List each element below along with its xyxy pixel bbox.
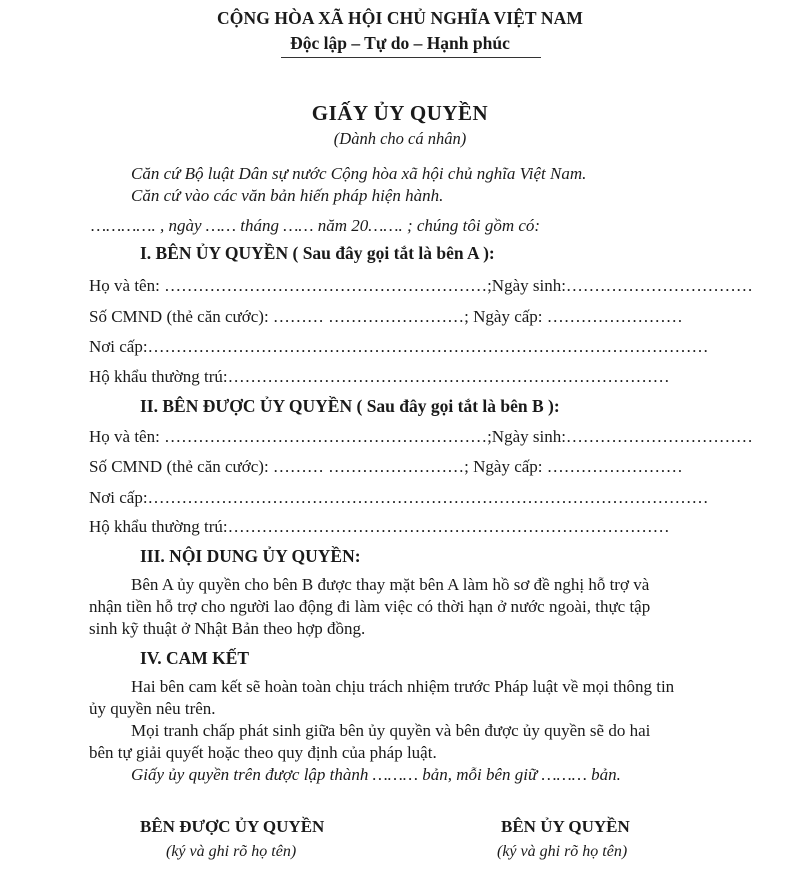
party-a-place-field: Nơi cấp:……………………………………………………………………………………… bbox=[89, 337, 709, 356]
date-line: …………. , ngày …… tháng …… năm 20……. ; chúng tôi gồm có: bbox=[91, 216, 541, 235]
commitment-heading: IV. CAM KẾT bbox=[140, 648, 250, 668]
signature-left-note: (ký và ghi rõ họ tên) bbox=[166, 843, 297, 860]
document-subtitle: (Dành cho cá nhân) bbox=[333, 129, 467, 148]
preamble-line-2: Căn cứ vào các văn bản hiến pháp hiện hành. bbox=[131, 186, 444, 205]
commitment-line-2: ủy quyền nêu trên. bbox=[89, 699, 216, 718]
commitment-line-4: bên tự giải quyết hoặc theo quy định của pháp luật. bbox=[89, 743, 437, 762]
party-b-name-field: Họ và tên: …………………………………………………;Ngày sinh:…………………………… bbox=[89, 427, 753, 446]
content-heading: III. NỘI DUNG ỦY QUYỀN: bbox=[140, 546, 361, 566]
content-line-2: nhận tiền hỗ trợ cho người lao động đi làm việc có thời hạn ở nước ngoài, thực tập bbox=[89, 597, 651, 616]
commitment-line-5: Giấy ủy quyền trên được lập thành ……… bản, mỗi bên giữ ……… bản. bbox=[131, 765, 621, 784]
signature-right-note: (ký và ghi rõ họ tên) bbox=[497, 843, 628, 860]
commitment-line-3: Mọi tranh chấp phát sinh giữa bên ủy quyền và bên được ủy quyền sẽ do hai bbox=[131, 721, 651, 740]
signature-left-title: BÊN ĐƯỢC ỦY QUYỀN bbox=[140, 817, 325, 836]
document-title: GIẤY ỦY QUYỀN bbox=[311, 101, 489, 125]
commitment-line-1: Hai bên cam kết sẽ hoàn toàn chịu trách nhiệm trước Pháp luật về mọi thông tin bbox=[131, 677, 675, 696]
national-motto: Độc lập – Tự do – Hạnh phúc bbox=[290, 33, 510, 53]
content-line-1: Bên A ủy quyền cho bên B được thay mặt bên A làm hồ sơ đề nghị hỗ trợ và bbox=[131, 575, 650, 594]
party-a-id-field: Số CMND (thẻ căn cước): ……… ……………………; Ngày cấp: …………………… bbox=[89, 307, 683, 326]
preamble-line-1: Căn cứ Bộ luật Dân sự nước Cộng hòa xã hội chủ nghĩa Việt Nam. bbox=[131, 164, 587, 183]
content-line-3: sinh kỹ thuật ở Nhật Bản theo hợp đồng. bbox=[89, 619, 366, 638]
party-a-residence-field: Hộ khẩu thường trú:…………………………………………………………………… bbox=[89, 367, 670, 386]
party-b-id-field: Số CMND (thẻ căn cước): ……… ……………………; Ngày cấp: …………………… bbox=[89, 457, 683, 476]
party-a-heading: I. BÊN ỦY QUYỀN ( Sau đây gọi tắt là bên A ): bbox=[140, 243, 495, 263]
party-b-place-field: Nơi cấp:……………………………………………………………………………………… bbox=[89, 488, 709, 507]
party-b-heading: II. BÊN ĐƯỢC ỦY QUYỀN ( Sau đây gọi tắt là bên B ): bbox=[140, 396, 560, 416]
national-title: CỘNG HÒA XÃ HỘI CHỦ NGHĨA VIỆT NAM bbox=[217, 8, 583, 28]
party-b-residence-field: Hộ khẩu thường trú:…………………………………………………………………… bbox=[89, 517, 670, 536]
motto-underline bbox=[281, 57, 541, 58]
party-a-name-field: Họ và tên: …………………………………………………;Ngày sinh:…………………………… bbox=[89, 276, 753, 295]
signature-right-title: BÊN ỦY QUYỀN bbox=[501, 817, 630, 836]
